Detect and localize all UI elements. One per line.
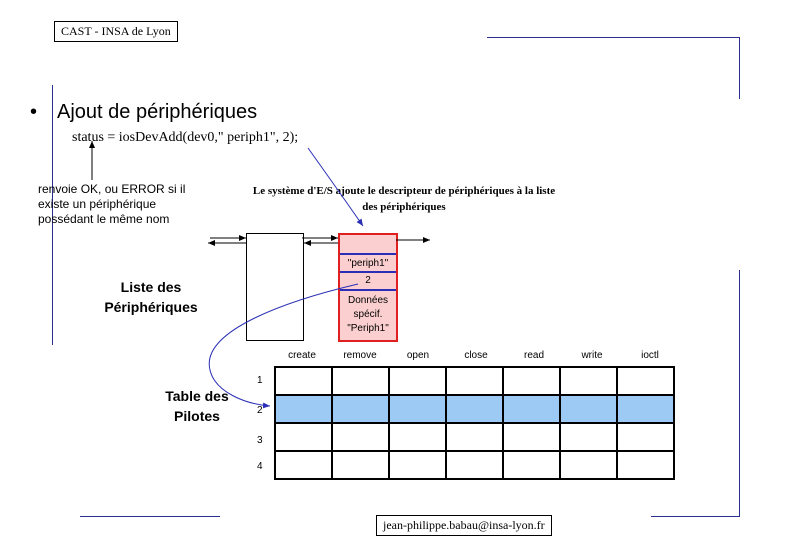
column-header-remove: remove: [343, 350, 377, 361]
driver-table-label-line: Table des: [165, 388, 229, 404]
code-statement: status = iosDevAdd(dev0," periph1", 2);: [72, 130, 299, 145]
return-note-line: renvoie OK, ou ERROR si il: [38, 182, 186, 196]
footer-email: jean-philippe.babau@insa-lyon.fr: [376, 515, 552, 536]
return-note-line: possédant le même nom: [38, 212, 170, 226]
return-note-line: existe un périphérique: [38, 197, 157, 211]
row-number: 4: [257, 461, 263, 472]
slide-title: Ajout de périphériques: [57, 101, 258, 123]
column-header-ioctl: ioctl: [641, 350, 659, 361]
column-header-close: close: [464, 350, 488, 361]
row-number: 2: [257, 405, 263, 416]
device-data-line: Données: [347, 295, 389, 306]
device-list-label-line: Liste des: [120, 279, 182, 295]
caption-line: Le système d'E/S ajoute le descripteur de périphériques à la liste: [252, 185, 556, 197]
column-header-read: read: [523, 350, 544, 361]
column-header-create: create: [288, 350, 316, 361]
driver-link-curve: [209, 284, 358, 406]
bullet-marker: •: [30, 101, 38, 123]
row-number: 1: [257, 375, 263, 386]
device-name: "periph1": [347, 258, 389, 269]
column-header-write: write: [581, 350, 603, 361]
descriptor-add-arrow: [308, 148, 363, 226]
driver-number: 2: [365, 275, 371, 286]
row-number: 3: [257, 435, 263, 446]
device-data-line: spécif.: [353, 309, 383, 320]
column-header-open: open: [406, 350, 430, 361]
device-list-label-line: Périphériques: [104, 299, 198, 315]
caption-line: des périphériques: [362, 201, 446, 213]
device-data-line: "Periph1": [347, 323, 389, 334]
driver-table-label-line: Pilotes: [174, 408, 220, 424]
header-tag: CAST - INSA de Lyon: [54, 21, 178, 42]
